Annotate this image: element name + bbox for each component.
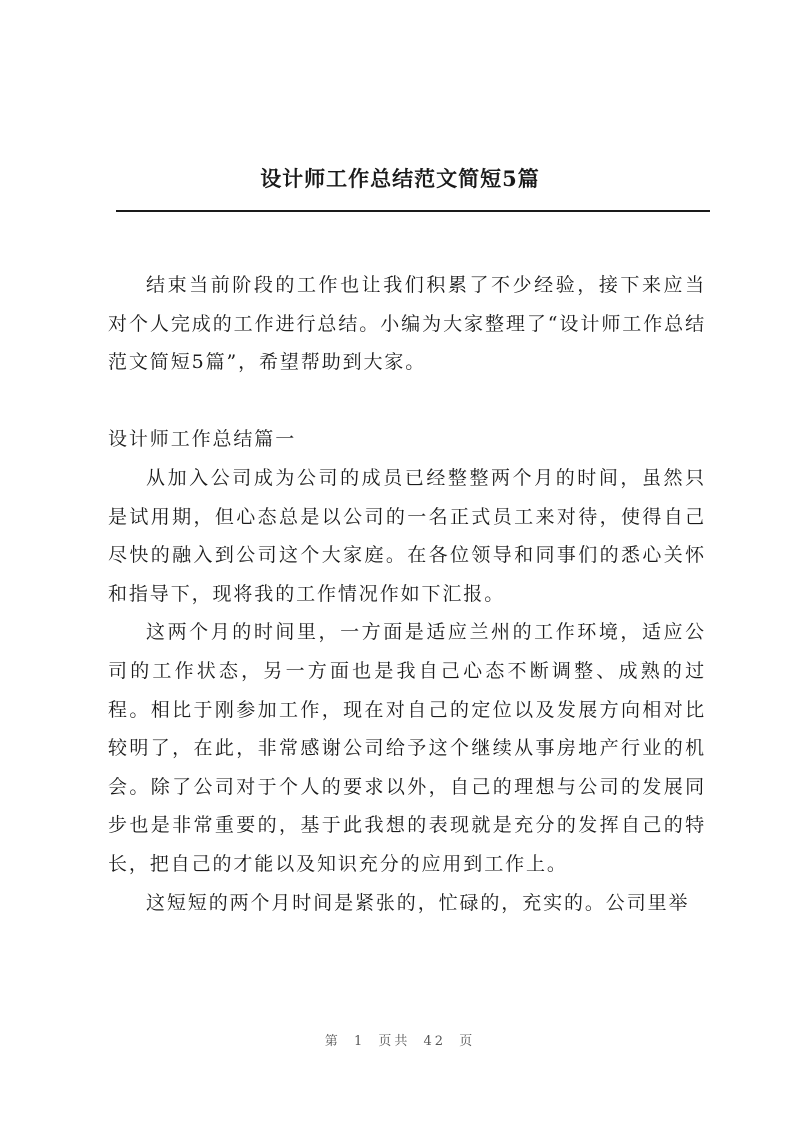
body-paragraph-2: 这两个月的时间里，一方面是适应兰州的工作环境，适应公司的工作状态，另一方面也是我自己心态不断调整、成熟的过程。相比于刚参加工作，现在对自己的定位以及发展方向相对比较明了，在此，非常感谢公司给予这个继续从事房地产行业的机会。除了公司对于个人的要求以外，自己的理想与公司的发展同步也是非常重要的，基于此我想的表现就是充分的发挥自己的特长，把自己的才能以及知识充分的应用到工作上。: [108, 621, 706, 875]
title-underline-divider: [116, 210, 710, 212]
intro-paragraph: 结束当前阶段的工作也让我们积累了不少经验，接下来应当对个人完成的工作进行总结。小编为大家整理了“设计师工作总结范文简短5篇”，希望帮助到大家。: [108, 274, 706, 374]
page-footer: [0, 1030, 800, 1049]
footer-page-prefix: 第: [324, 1034, 341, 1049]
body-paragraph-1: 从加入公司成为公司的成员已经整整两个月的时间，虽然只是试用期，但心态总是以公司的一名正式员工来对待，使得自己尽快的融入到公司这个大家庭。在各位领导和同事们的悉心关怀和指导下，现将我的工作情况作如下汇报。: [108, 466, 706, 605]
document-body: [108, 266, 706, 922]
footer-page-number: 1: [353, 1034, 366, 1049]
footer-page-mid: 页共: [378, 1034, 411, 1049]
footer-total-pages: 42: [423, 1034, 447, 1049]
section-heading: 设计师工作总结篇一: [108, 428, 297, 451]
footer-page-suffix: 页: [459, 1034, 476, 1049]
page-title: 设计师工作总结范文简短5篇: [260, 166, 540, 191]
body-paragraph-3: 这短短的两个月时间是紧张的，忙碌的，充实的。公司里举: [146, 891, 690, 914]
